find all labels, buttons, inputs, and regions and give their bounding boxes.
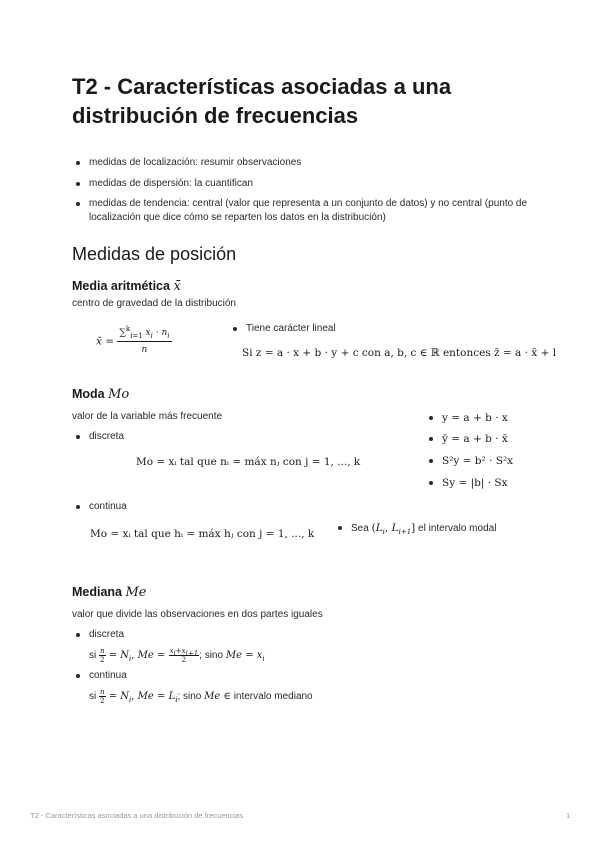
page-title: T2 - Características asociadas a una distribución de frecuencias (72, 74, 452, 128)
moda-interval-note-prefix: Sea (351, 523, 369, 534)
media-heading-symbol: x̄ (173, 279, 181, 294)
section-heading-posicion: Medidas de posición (72, 244, 237, 264)
media-heading (72, 278, 181, 295)
mediana-heading-text: Mediana (72, 585, 123, 599)
media-formula: x̄ = $\frac{\sum^k_{i=1} x_i \cdot n_i}{n}$ (96, 325, 170, 355)
moda-side-formula-4: Sy = |b| · Sx (425, 476, 508, 490)
moda-side-formula-2: ȳ = a + b · x̄ (425, 432, 508, 446)
mediana-discreta-si: si (89, 650, 97, 661)
media-heading-text: Media aritmética (72, 279, 170, 293)
moda-continua-formula: Mo = xᵢ tal que hᵢ = máx hⱼ con j = 1, ..., k (90, 528, 315, 540)
moda-continua-label: continua (72, 500, 127, 514)
intro-bullet-localizacion: medidas de localización: resumir observaciones (72, 156, 529, 170)
footer-title: T2 - Características asociadas a una distribución de frecuencias (30, 811, 244, 820)
moda-side-formula-1: y = a + b · x (425, 411, 508, 425)
footer-page-number: 1 (566, 811, 571, 820)
mediana-heading (72, 584, 147, 601)
mediana-continua-tail: intervalo mediano (233, 691, 313, 702)
mediana-continua-label: continua (72, 669, 127, 683)
mediana-continua-rule: si $\frac{n}{2}$ = $N_i$, $Me = L_i$; sino Me ∈ intervalo mediano (89, 688, 313, 705)
moda-heading-symbol: Mo (108, 387, 130, 402)
moda-side-formula-3: S²y = b² · S²x (425, 454, 513, 468)
media-side-bullet: Tiene carácter lineal (229, 322, 336, 336)
media-linear-formula: Si z = a · x + b · y + c con a, b, c ∈ ℝ entonces z̄ = a · x̄ + l (242, 347, 557, 359)
moda-description: valor de la variable más frecuente (72, 411, 223, 422)
moda-interval-note-suffix: el intervalo modal (418, 523, 497, 534)
mediana-heading-symbol: Me (125, 585, 147, 600)
mediana-continua-sino: ; sino (177, 691, 202, 702)
media-description: centro de gravedad de la distribución (72, 298, 236, 309)
mediana-description: valor que divide las observaciones en dos partes iguales (72, 609, 323, 620)
mediana-continua-si: si (89, 691, 97, 702)
mediana-discreta-label: discreta (72, 628, 124, 642)
moda-interval-note: Sea ($L_i$, $L_{i+1}$] el intervalo modal (334, 521, 496, 536)
mediana-discreta-sino: ; sino (199, 650, 224, 661)
moda-heading-text: Moda (72, 387, 105, 401)
intro-bullet-tendencia: medidas de tendencia: central (valor que representa a un conjunto de datos) y no central (punto de localización que dice cómo se reparten los datos en la distribución) (72, 197, 529, 225)
moda-heading (72, 386, 129, 403)
moda-discreta-label: discreta (72, 430, 124, 444)
moda-discreta-formula: Mo = xᵢ tal que nᵢ = máx nⱼ con j = 1, ..., k (136, 456, 361, 468)
intro-bullet-dispersion: medidas de dispersión: la cuantifican (72, 177, 529, 191)
mediana-discreta-rule: si $\frac{n}{2}$ = $N_i$, Me = $\frac{x_i+x_{i+1}}{2}$ ; sino $Me = x_i$ (89, 647, 265, 664)
